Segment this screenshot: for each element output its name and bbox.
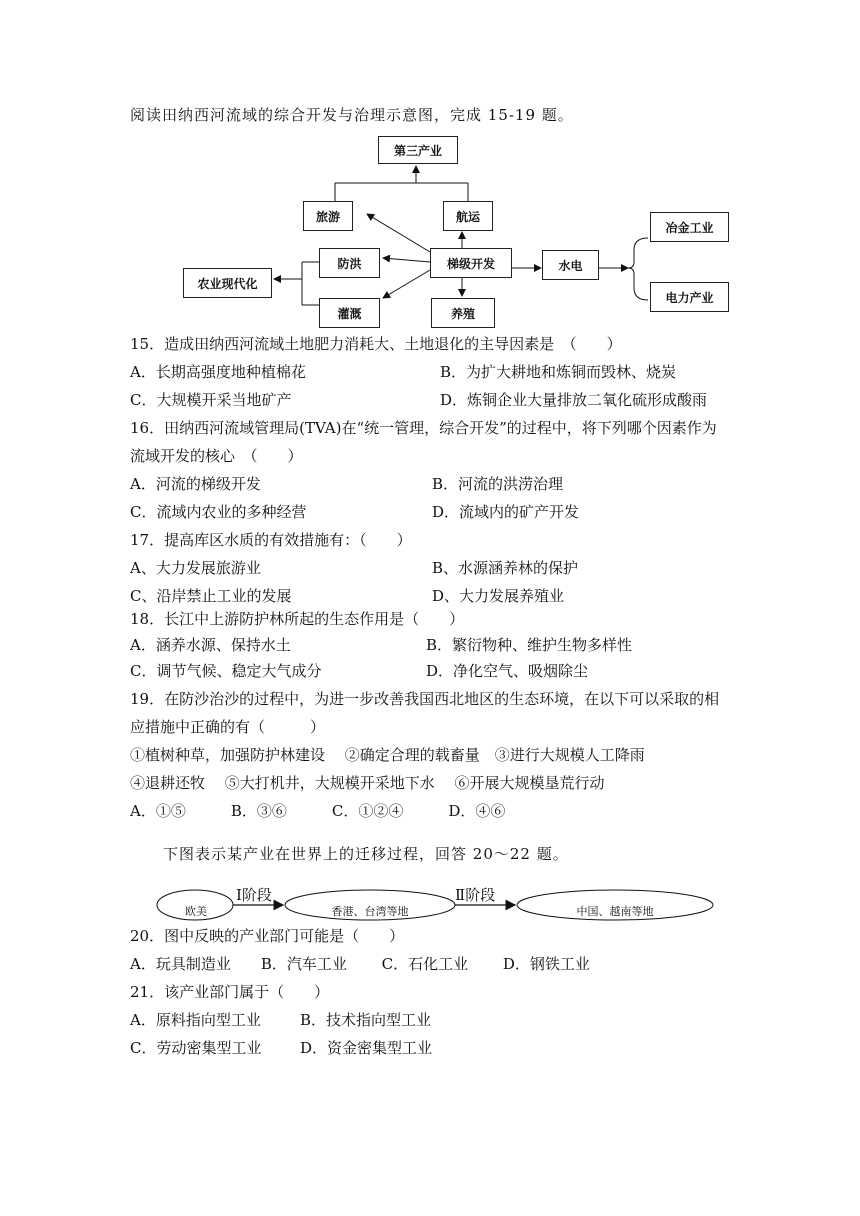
question-15-option-b: B．为扩大耕地和炼铜而毁林、烧炭 <box>440 363 677 381</box>
node-tertiary-industry: 第三产业 <box>378 136 458 164</box>
question-15-option-c: C．大规模开采当地矿产 <box>130 391 292 409</box>
region-europe-america: 欧美 <box>185 905 207 918</box>
question-18-option-b: B．繁衍物种、维护生物多样性 <box>426 636 633 654</box>
question-19-answers: A．①⑤ B．③⑥ C．①②④ D．④⑥ <box>130 802 506 820</box>
stage-2-label: Ⅱ阶段 <box>455 886 496 904</box>
question-17-option-b: B、水源涵养林的保护 <box>432 559 579 577</box>
section-intro-industry-migration: 下图表示某产业在世界上的迁移过程，回答 20～22 题。 <box>163 845 569 863</box>
question-19-stem-line-1: 19．在防沙治沙的过程中，为进一步改善我国西北地区的生态环境，在以下可以采取的相 <box>130 690 720 708</box>
question-21-option-b: B．技术指向型工业 <box>300 1011 432 1029</box>
node-hydropower: 水电 <box>542 250 599 280</box>
question-19-choices-line-2: ④退耕还牧 ⑤大打机井，大规模开采地下水 ⑥开展大规模垦荒行动 <box>130 774 605 792</box>
question-17-stem: 17．提高库区水质的有效措施有：（ ） <box>130 531 412 549</box>
node-irrigation: 灌溉 <box>319 298 380 328</box>
question-18-stem: 18．长江中上游防护林所起的生态作用是（ ） <box>130 610 465 628</box>
node-metallurgy: 冶金工业 <box>650 212 729 242</box>
node-agriculture-modernization: 农业现代化 <box>183 268 272 298</box>
question-16-option-c: C．流域内农业的多种经营 <box>130 503 307 521</box>
question-15-stem: 15．造成田纳西河流域土地肥力消耗大、土地退化的主导因素是 （ ） <box>130 335 622 353</box>
question-17-option-a: A、大力发展旅游业 <box>130 559 261 577</box>
node-shipping: 航运 <box>443 201 493 231</box>
question-20-answers: A．玩具制造业 B．汽车工业 C．石化工业 D．钢铁工业 <box>130 955 590 973</box>
node-breeding: 养殖 <box>431 298 495 328</box>
node-tourism: 旅游 <box>303 201 353 231</box>
question-15-option-d: D．炼铜企业大量排放二氧化硫形成酸雨 <box>440 391 708 409</box>
question-18-option-d: D．净化空气、吸烟除尘 <box>426 662 589 680</box>
node-flood-control: 防洪 <box>319 248 380 278</box>
question-16-option-a: A．河流的梯级开发 <box>130 475 261 493</box>
question-17-option-d: D、大力发展养殖业 <box>432 587 565 605</box>
question-21-stem: 21．该产业部门属于（ ） <box>130 983 330 1001</box>
question-19-stem-line-2: 应措施中正确的有（ ） <box>130 718 326 736</box>
region-china-vietnam: 中国、越南等地 <box>576 905 654 918</box>
stage-1-label: Ⅰ阶段 <box>236 886 272 904</box>
node-cascade-development: 梯级开发 <box>430 248 512 278</box>
question-21-option-d: D．资金密集型工业 <box>300 1039 433 1057</box>
question-20-stem: 20．图中反映的产业部门可能是（ ） <box>130 927 405 945</box>
question-21-option-c: C．劳动密集型工业 <box>130 1039 262 1057</box>
section-intro-tva: 阅读田纳西河流域的综合开发与治理示意图，完成 15-19 题。 <box>130 106 574 124</box>
question-16-option-d: D．流域内的矿产开发 <box>432 503 580 521</box>
question-15-option-a: A．长期高强度地种植棉花 <box>130 363 306 381</box>
question-16-stem-line-1: 16．田纳西河流域管理局(TVA)在“统一管理，综合开发”的过程中，将下列哪个因素作为 <box>130 419 717 437</box>
question-21-option-a: A．原料指向型工业 <box>130 1011 261 1029</box>
question-16-stem-line-2: 流域开发的核心 （ ） <box>130 447 303 465</box>
question-18-option-a: A．涵养水源、保持水土 <box>130 636 291 654</box>
question-17-option-c: C、沿岸禁止工业的发展 <box>130 587 292 605</box>
question-16-option-b: B．河流的洪涝治理 <box>432 475 564 493</box>
question-18-option-c: C．调节气候、稳定大气成分 <box>130 662 322 680</box>
question-19-choices-line-1: ①植树种草，加强防护林建设 ②确定合理的载畜量 ③进行大规模人工降雨 <box>130 746 645 764</box>
node-power-industry: 电力产业 <box>650 282 729 312</box>
region-hongkong-taiwan: 香港、台湾等地 <box>331 905 409 918</box>
